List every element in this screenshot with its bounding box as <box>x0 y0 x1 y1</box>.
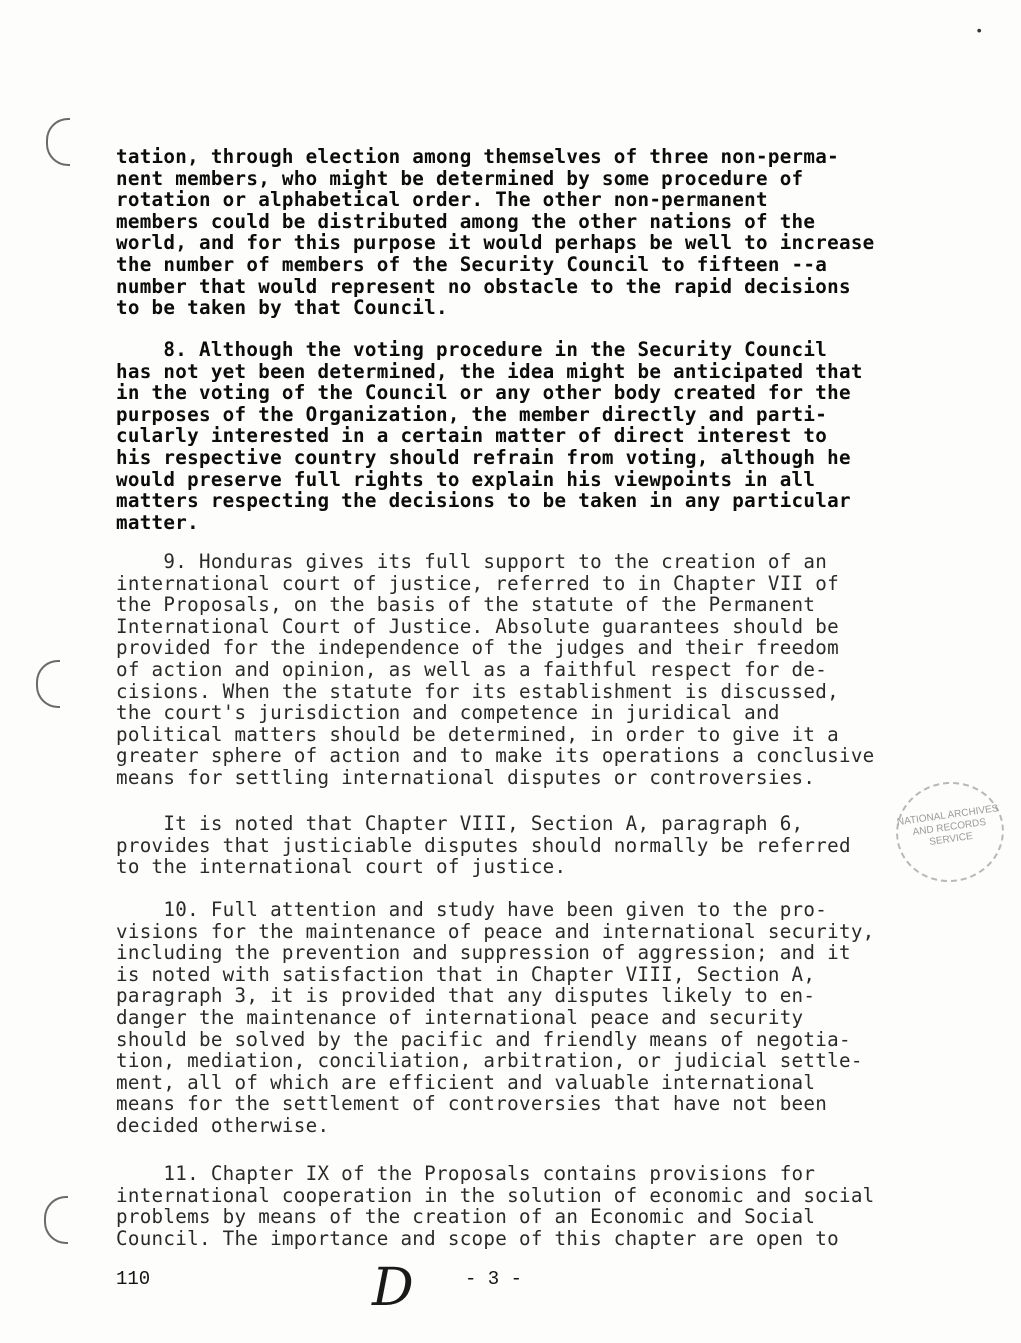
paragraph-8: 8. Although the voting procedure in the Security Council has not yet been determined, the idea might be anticipated that in the voting of the Council or any other body created for the purposes of the Organization, the member directly and parti- cularly interested in a certain matter of direct interest to his respective country should refrain from voting, although he would preserve full rights to explain his viewpoints in all matters respecting the decisions to be taken in any particular matter. <box>116 338 863 534</box>
paragraph-9-note: It is noted that Chapter VIII, Section A, paragraph 6, provides that justiciable disputes should normally be referred to the international court of justice. <box>116 812 851 879</box>
punch-hole-middle <box>36 660 60 708</box>
page-number: - 3 - <box>465 1268 523 1290</box>
file-number: 110 <box>116 1268 151 1290</box>
corner-mark: • <box>975 24 984 40</box>
handwritten-initial: D <box>372 1258 414 1318</box>
punch-hole-top <box>46 118 70 166</box>
paragraph-9: 9. Honduras gives its full support to the creation of an international court of justice, referred to in Chapter VII of the Proposals, on the basis of the statute of the Permanent International Court of Justice. Absolute guarantees should be provided for the independence of the judges and their freedom of action and opinion, as well as a faithful respect for de- cisions. When the statute for its establishment is discussed, the court's jurisdiction and competence in juridical and political matters should be determined, in order to give it a greater sphere of action and to make its operations a conclusive means for settling international disputes or controversies. <box>116 550 875 789</box>
paragraph-10: 10. Full attention and study have been given to the pro- visions for the maintenance of peace and international security, including the prevention and suppression of aggression; and it is noted with satisfaction that in Chapter VIII, Section A, paragraph 3, it is provided that any disputes likely to en- danger the maintenance of international peace and security should be solved by the pacific and friendly means of negotia- tion, mediation, conciliation, arbitration, or judicial settle- ment, all of which are efficient and valuable international means for the settlement of controversies that have not been decided otherwise. <box>116 898 875 1137</box>
paragraph-7-continued: tation, through election among themselves of three non-perma- nent members, who might be determined by some procedure of rotation or alphabetical order. The other non-permanent members could be distributed among the other nations of the world, and for this purpose it would perhaps be well to increase the number of members of the Security Council to fifteen --a number that would represent no obstacle to the rapid decisions to be taken by that Council. <box>116 145 875 320</box>
archives-stamp: NATIONAL ARCHIVES AND RECORDS SERVICE <box>890 775 1011 889</box>
paragraph-11: 11. Chapter IX of the Proposals contains provisions for international cooperation in the solution of economic and social problems by means of the creation of an Economic and Social Council. The importance and scope of this chapter are open to <box>116 1162 875 1250</box>
punch-hole-bottom <box>44 1196 68 1244</box>
